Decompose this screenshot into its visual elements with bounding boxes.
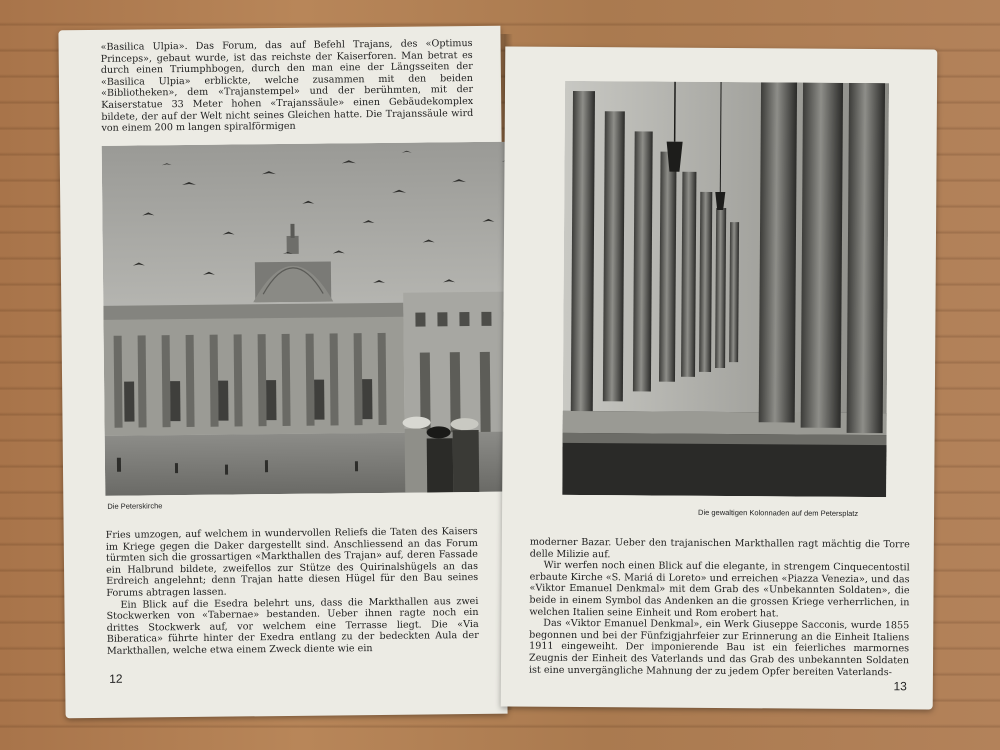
st-peters-photo xyxy=(102,141,542,496)
right-paragraph-1: moderner Bazar. Ueber den trajanischen Markthallen ragt mächtig die Torre delle Milizie auf. xyxy=(529,536,910,560)
left-bottom-paragraph-2: Ein Blick auf die Esedra belehrt uns, dass die Markthallen aus zwei Stockwerken von «Tabernae» bestanden. Ueber ihnen ragte noch ein drittes Stockwerk auf, vor welchem eine Terrasse liegt. Die «Via Biberatica» führte hinter der Exedra entlang zu der bedeckten Aula der Markthallen, welche etwa einem Zweck diente wie ein xyxy=(106,595,479,657)
right-paragraph-3: Das «Viktor Emanuel Denkmal», ein Werk Giuseppe Sacconis, wurde 1855 begonnen und bei der Fünfzigjahrfeier zur Erinnerung an die Einheit Italiens 1911 eingeweiht. Der imponierende Bau ist ein feierliches marmornes Zeugnis der Einheit des Vaterlands und das Grab des unbekannten Soldaten ist eine unvergängliche Mahnung der zu jedem Opfer bereiten Vaterlands- xyxy=(528,617,910,678)
left-photo-caption: Die Peterskirche xyxy=(107,501,163,511)
right-paragraph-2: Wir werfen noch einen Blick auf die elegante, in strengem Cinquecentostil erbaute Kirche «S. Mariá di Loreto» und erreichen «Piazza Venezia», und das «Viktor Emanuel Denkmal» mit dem Grab des «Unbekannten Soldaten», die beide in einem Symbol das Andenken an die grossen Kriege verherrlichen, in welchen Italien seine Einheit und Rom erobert hat. xyxy=(529,559,910,619)
colonnade-photo xyxy=(562,81,889,497)
right-page-number: 13 xyxy=(893,679,907,694)
left-bottom-text xyxy=(106,526,479,657)
left-page-number: 12 xyxy=(109,671,123,686)
right-text xyxy=(529,537,910,679)
left-bottom-paragraph-1: Fries umzogen, auf welchem in wundervollen Reliefs die Taten des Kaisers im Kriege gegen die Daker dargestellt sind. Anschliessend an das Forum türmten sich die grossartigen «Markthallen des Trajan» auf, deren Fassade ein Halbrund bildete, zweifellos zur Stütze des Quirinalshügels an das Erdreich angelehnt; denn Trajan hatte diesen Hügel für den Bau seines Forums abtragen lassen. xyxy=(105,525,479,599)
right-photo-caption: Die gewaltigen Kolonnaden auf dem Petersplatz xyxy=(698,507,859,518)
left-top-text xyxy=(101,38,474,135)
right-page xyxy=(501,47,938,710)
left-top-paragraph: «Basilica Ulpia». Das Forum, das auf Befehl Trajans, des «Optimus Princeps», gebaut wurde, ist das reichste der Kaiserforen. Man betrat es durch einen Triumphbogen, durch den man eine der Längsseiten der «Basilica Ulpia» erblickte, welche zusammen mit den beiden «Bibliotheken», dem «Trajanstempel» und der berühmten, mit der Kaiserstatue 33 Meter hohen «Trajanssäule» einen Gebäudekomplex bildete, der auf der Welt nicht seines Gleichen hatte. Die Trajanssäule wird von einem 200 m langen spiralförmigen xyxy=(100,37,474,135)
left-page xyxy=(58,26,507,719)
